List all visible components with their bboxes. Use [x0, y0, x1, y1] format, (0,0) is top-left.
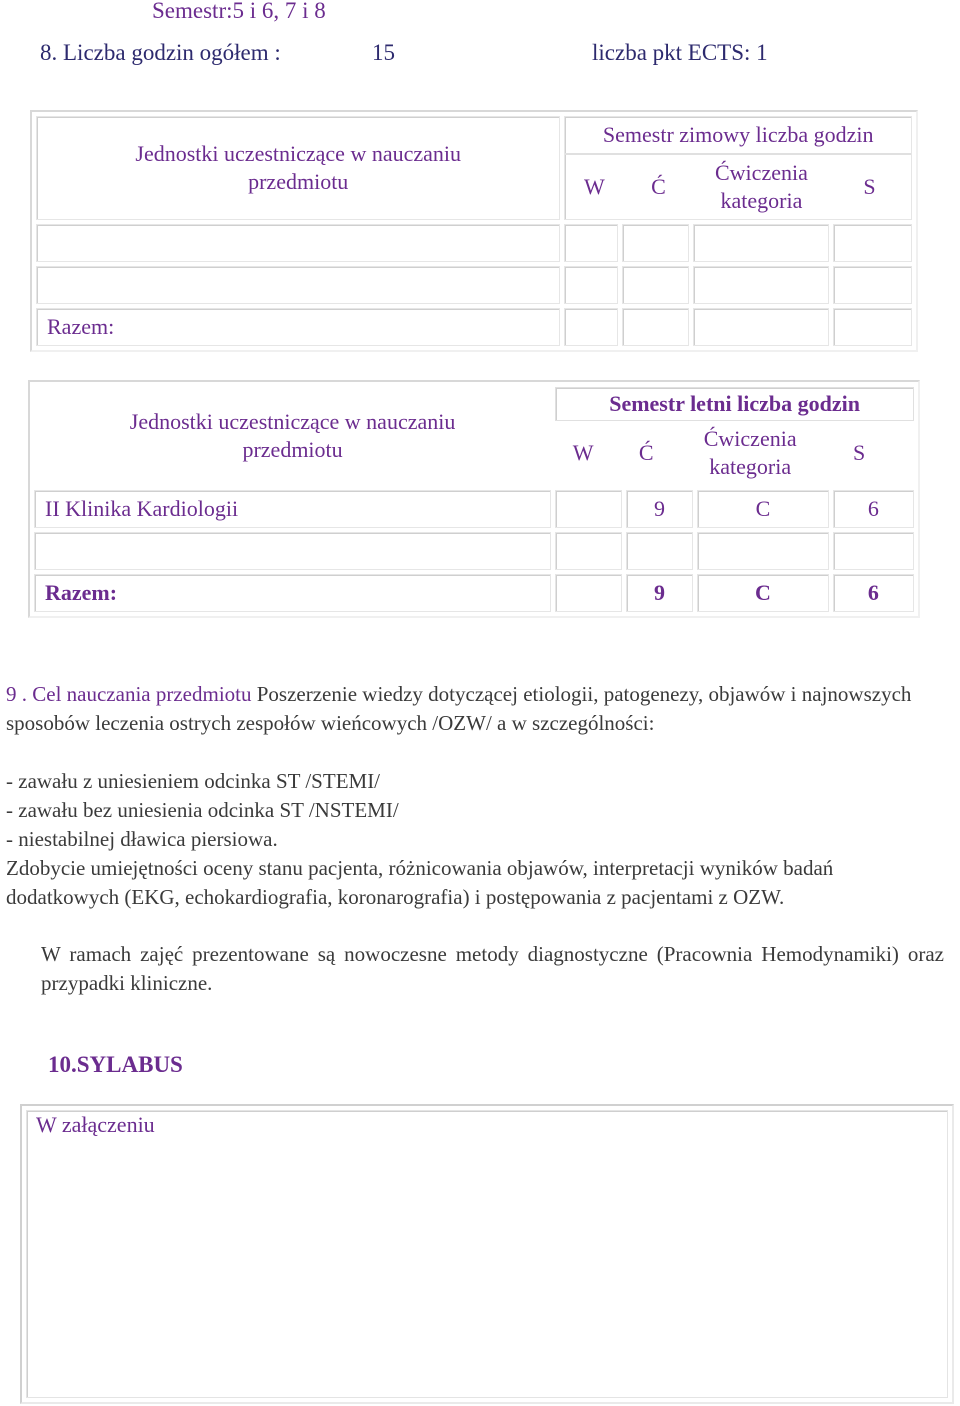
- summer-col-s: S: [853, 440, 866, 465]
- semester-info: Semestr:5 i 6, 7 i 8: [152, 0, 326, 23]
- section-10-title: 10.SYLABUS: [48, 1052, 183, 1077]
- winter-semester-header: Semestr zimowy liczba godzin: [565, 117, 911, 155]
- winter-razem: Razem:: [36, 308, 560, 346]
- section-9-item-1: - zawału z uniesieniem odcinka ST /STEMI/: [6, 769, 381, 793]
- hours-total-label: 8. Liczba godzin ogółem :: [40, 40, 281, 65]
- section-9-intro: Poszerzenie wiedzy dotyczącej etiologii, patogenezy, objawów i najnowszych sposobów leczenia ostrych zespołów wieńcowych /OZW/ a w szczególności:: [6, 682, 912, 735]
- winter-units-header: Jednostki uczestniczące w nauczaniu przedmiotu: [36, 116, 560, 220]
- summer-col-cw: Ćwiczenia kategoria: [703, 426, 797, 479]
- summer-unit-name: II Klinika Kardiologii: [34, 490, 551, 528]
- section-9-item-2: - zawału bez uniesienia odcinka ST /NSTEMI/: [6, 798, 399, 822]
- section-9-title: Cel nauczania przedmiotu: [32, 682, 252, 706]
- summer-col-w: W: [572, 440, 594, 465]
- winter-col-w: W: [584, 174, 605, 199]
- winter-col-s: S: [863, 174, 876, 199]
- summer-units-header: Jednostki uczestniczące w nauczaniu przedmiotu: [129, 409, 456, 462]
- section-9-number: 9 .: [6, 682, 27, 706]
- section-9-paragraph-2: Zdobycie umiejętności oceny stanu pacjenta, różnicowania objawów, interpretacji wyników badań dodatkowych (EKG, echokardiografia, koronarografia) i postępowania z pacjentami z OZW.: [6, 856, 834, 909]
- summer-row-s: 6: [833, 490, 914, 528]
- summer-razem-c: 9: [626, 574, 693, 612]
- syllabus-box: [20, 1104, 954, 1404]
- summer-semester-table: [28, 380, 920, 618]
- summer-row-cw: C: [697, 490, 829, 528]
- summer-razem-s: 6: [833, 574, 914, 612]
- winter-col-cw: Ćwiczenia kategoria: [715, 160, 808, 213]
- winter-row-empty: [36, 224, 560, 262]
- summer-razem: Razem:: [34, 574, 551, 612]
- hours-total-value: 15: [372, 40, 395, 65]
- summer-razem-cw: C: [697, 574, 829, 612]
- section-9: [6, 680, 944, 738]
- summer-semester-header: Semestr letni liczba godzin: [555, 387, 914, 421]
- section-9-item-3: - niestabilnej dławica piersiowa.: [6, 827, 278, 851]
- winter-col-c: Ć: [651, 174, 666, 199]
- summer-col-c: Ć: [638, 440, 654, 465]
- summer-row-c: 9: [626, 490, 693, 528]
- syllabus-box-text: W załączeniu: [36, 1112, 155, 1137]
- ects-label: liczba pkt ECTS: 1: [592, 40, 768, 65]
- table-row: [34, 490, 914, 528]
- section-9-paragraph-3: W ramach zajęć prezentowane są nowoczesne metody diagnostyczne (Pracownia Hemodynamiki) oraz przypadki kliniczne.: [41, 942, 944, 995]
- winter-semester-table: [30, 110, 918, 352]
